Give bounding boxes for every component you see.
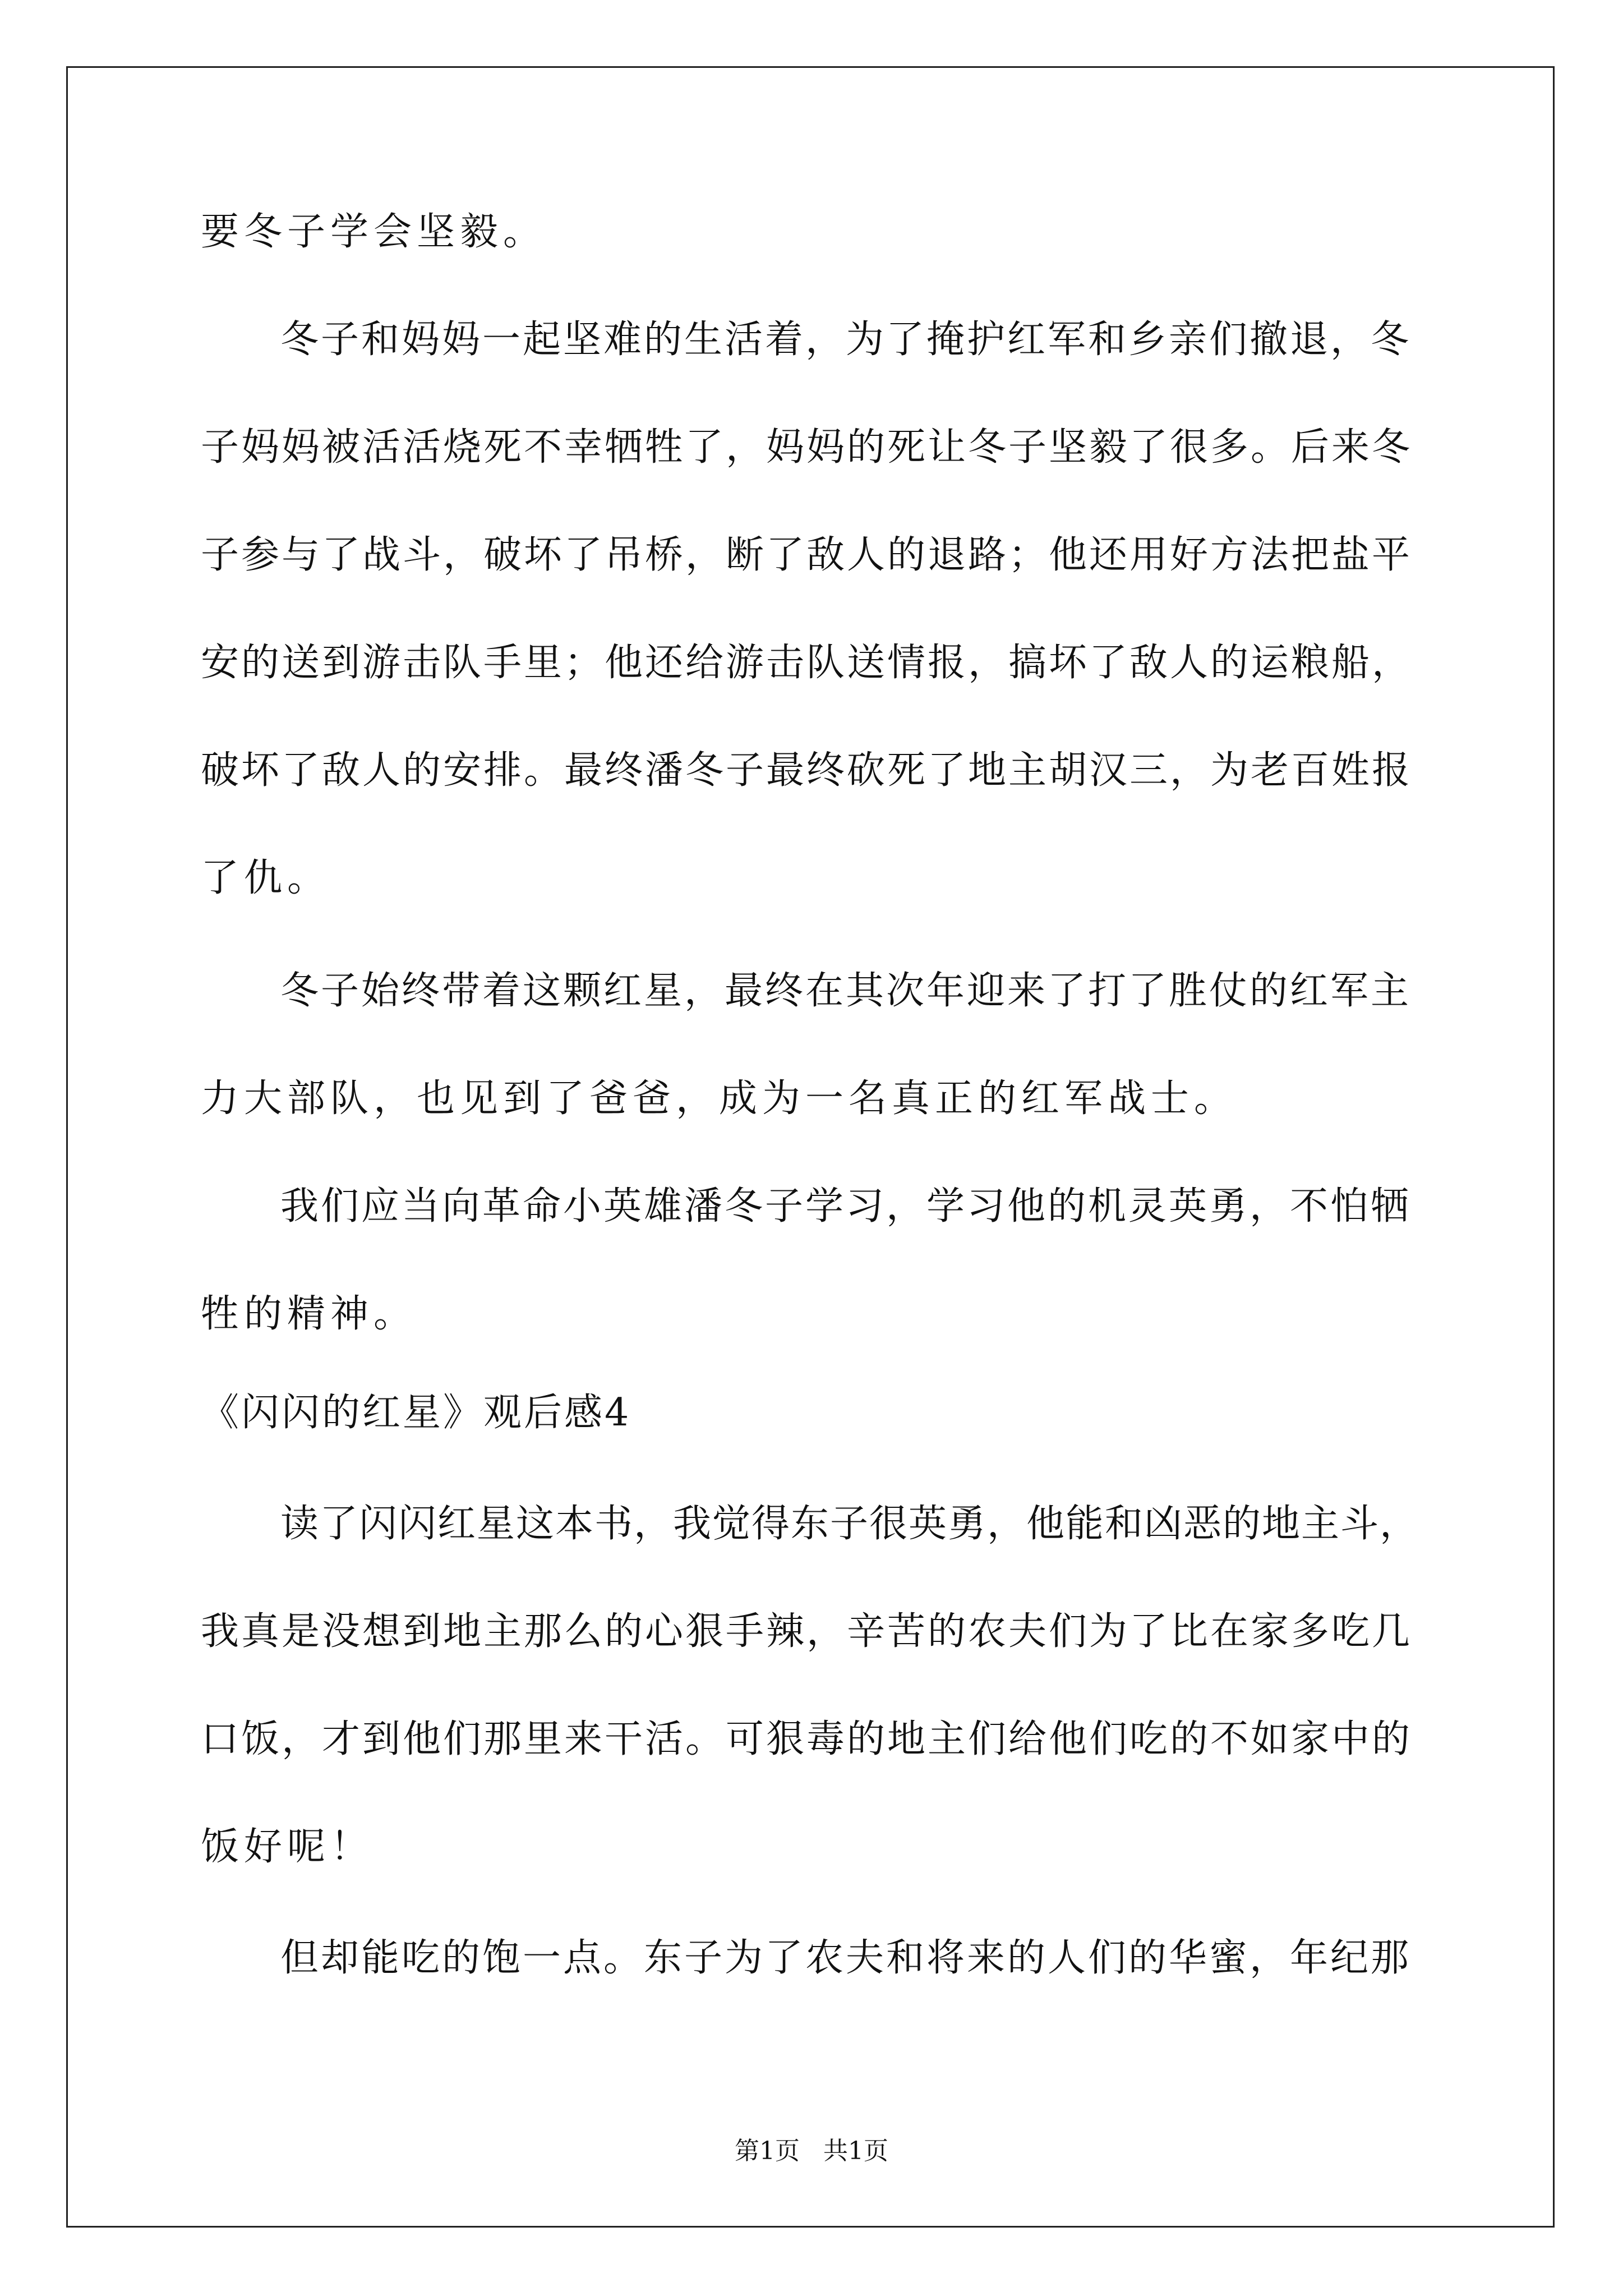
text-line: 要冬子学会坚毅。 <box>201 210 547 254</box>
page-number-footer: 第1页 共1页 <box>735 2137 888 2165</box>
text-line: 力大部队，也见到了爸爸，成为一名真正的红军战士。 <box>201 1076 1238 1121</box>
text-line: 饭好呢！ <box>201 1825 374 1869</box>
text-line: 子妈妈被活活烧死不幸牺牲了，妈妈的死让冬子坚毅了很多。后来冬 <box>201 425 1413 470</box>
text-line: 牲的精神。 <box>201 1292 417 1336</box>
text-line: 子参与了战斗，破坏了吊桥，断了敌人的退路；他还用好方法把盐平 <box>201 533 1413 577</box>
text-line: 口饭，才到他们那里来干活。可狠毒的地主们给他们吃的不如家中的 <box>201 1717 1413 1761</box>
text-line: 了仇。 <box>201 856 331 900</box>
paragraph-start: 冬子和妈妈一起坚难的生活着，为了掩护红军和乡亲们撤退，冬 <box>280 318 1412 362</box>
paragraph-start: 但却能吃的饱一点。东子为了农夫和将来的人们的华蜜，年纪那 <box>280 1936 1412 1980</box>
text-line: 破坏了敌人的安排。最终潘冬子最终砍死了地主胡汉三，为老百姓报 <box>201 748 1413 793</box>
section-heading: 《闪闪的红星》观后感4 <box>201 1391 631 1435</box>
paragraph-start: 我们应当向革命小英雄潘冬子学习，学习他的机灵英勇，不怕牺 <box>280 1184 1412 1228</box>
page-border <box>66 66 1555 2228</box>
paragraph-start: 冬子始终带着这颗红星，最终在其次年迎来了打了胜仗的红军主 <box>280 969 1412 1013</box>
text-line: 安的送到游击队手里；他还给游击队送情报，搞坏了敌人的运粮船， <box>201 641 1413 685</box>
text-line: 我真是没想到地主那么的心狠手辣，辛苦的农夫们为了比在家多吃几 <box>201 1609 1413 1654</box>
paragraph-start: 读了闪闪红星这本书，我觉得东子很英勇，他能和凶恶的地主斗， <box>280 1502 1419 1546</box>
